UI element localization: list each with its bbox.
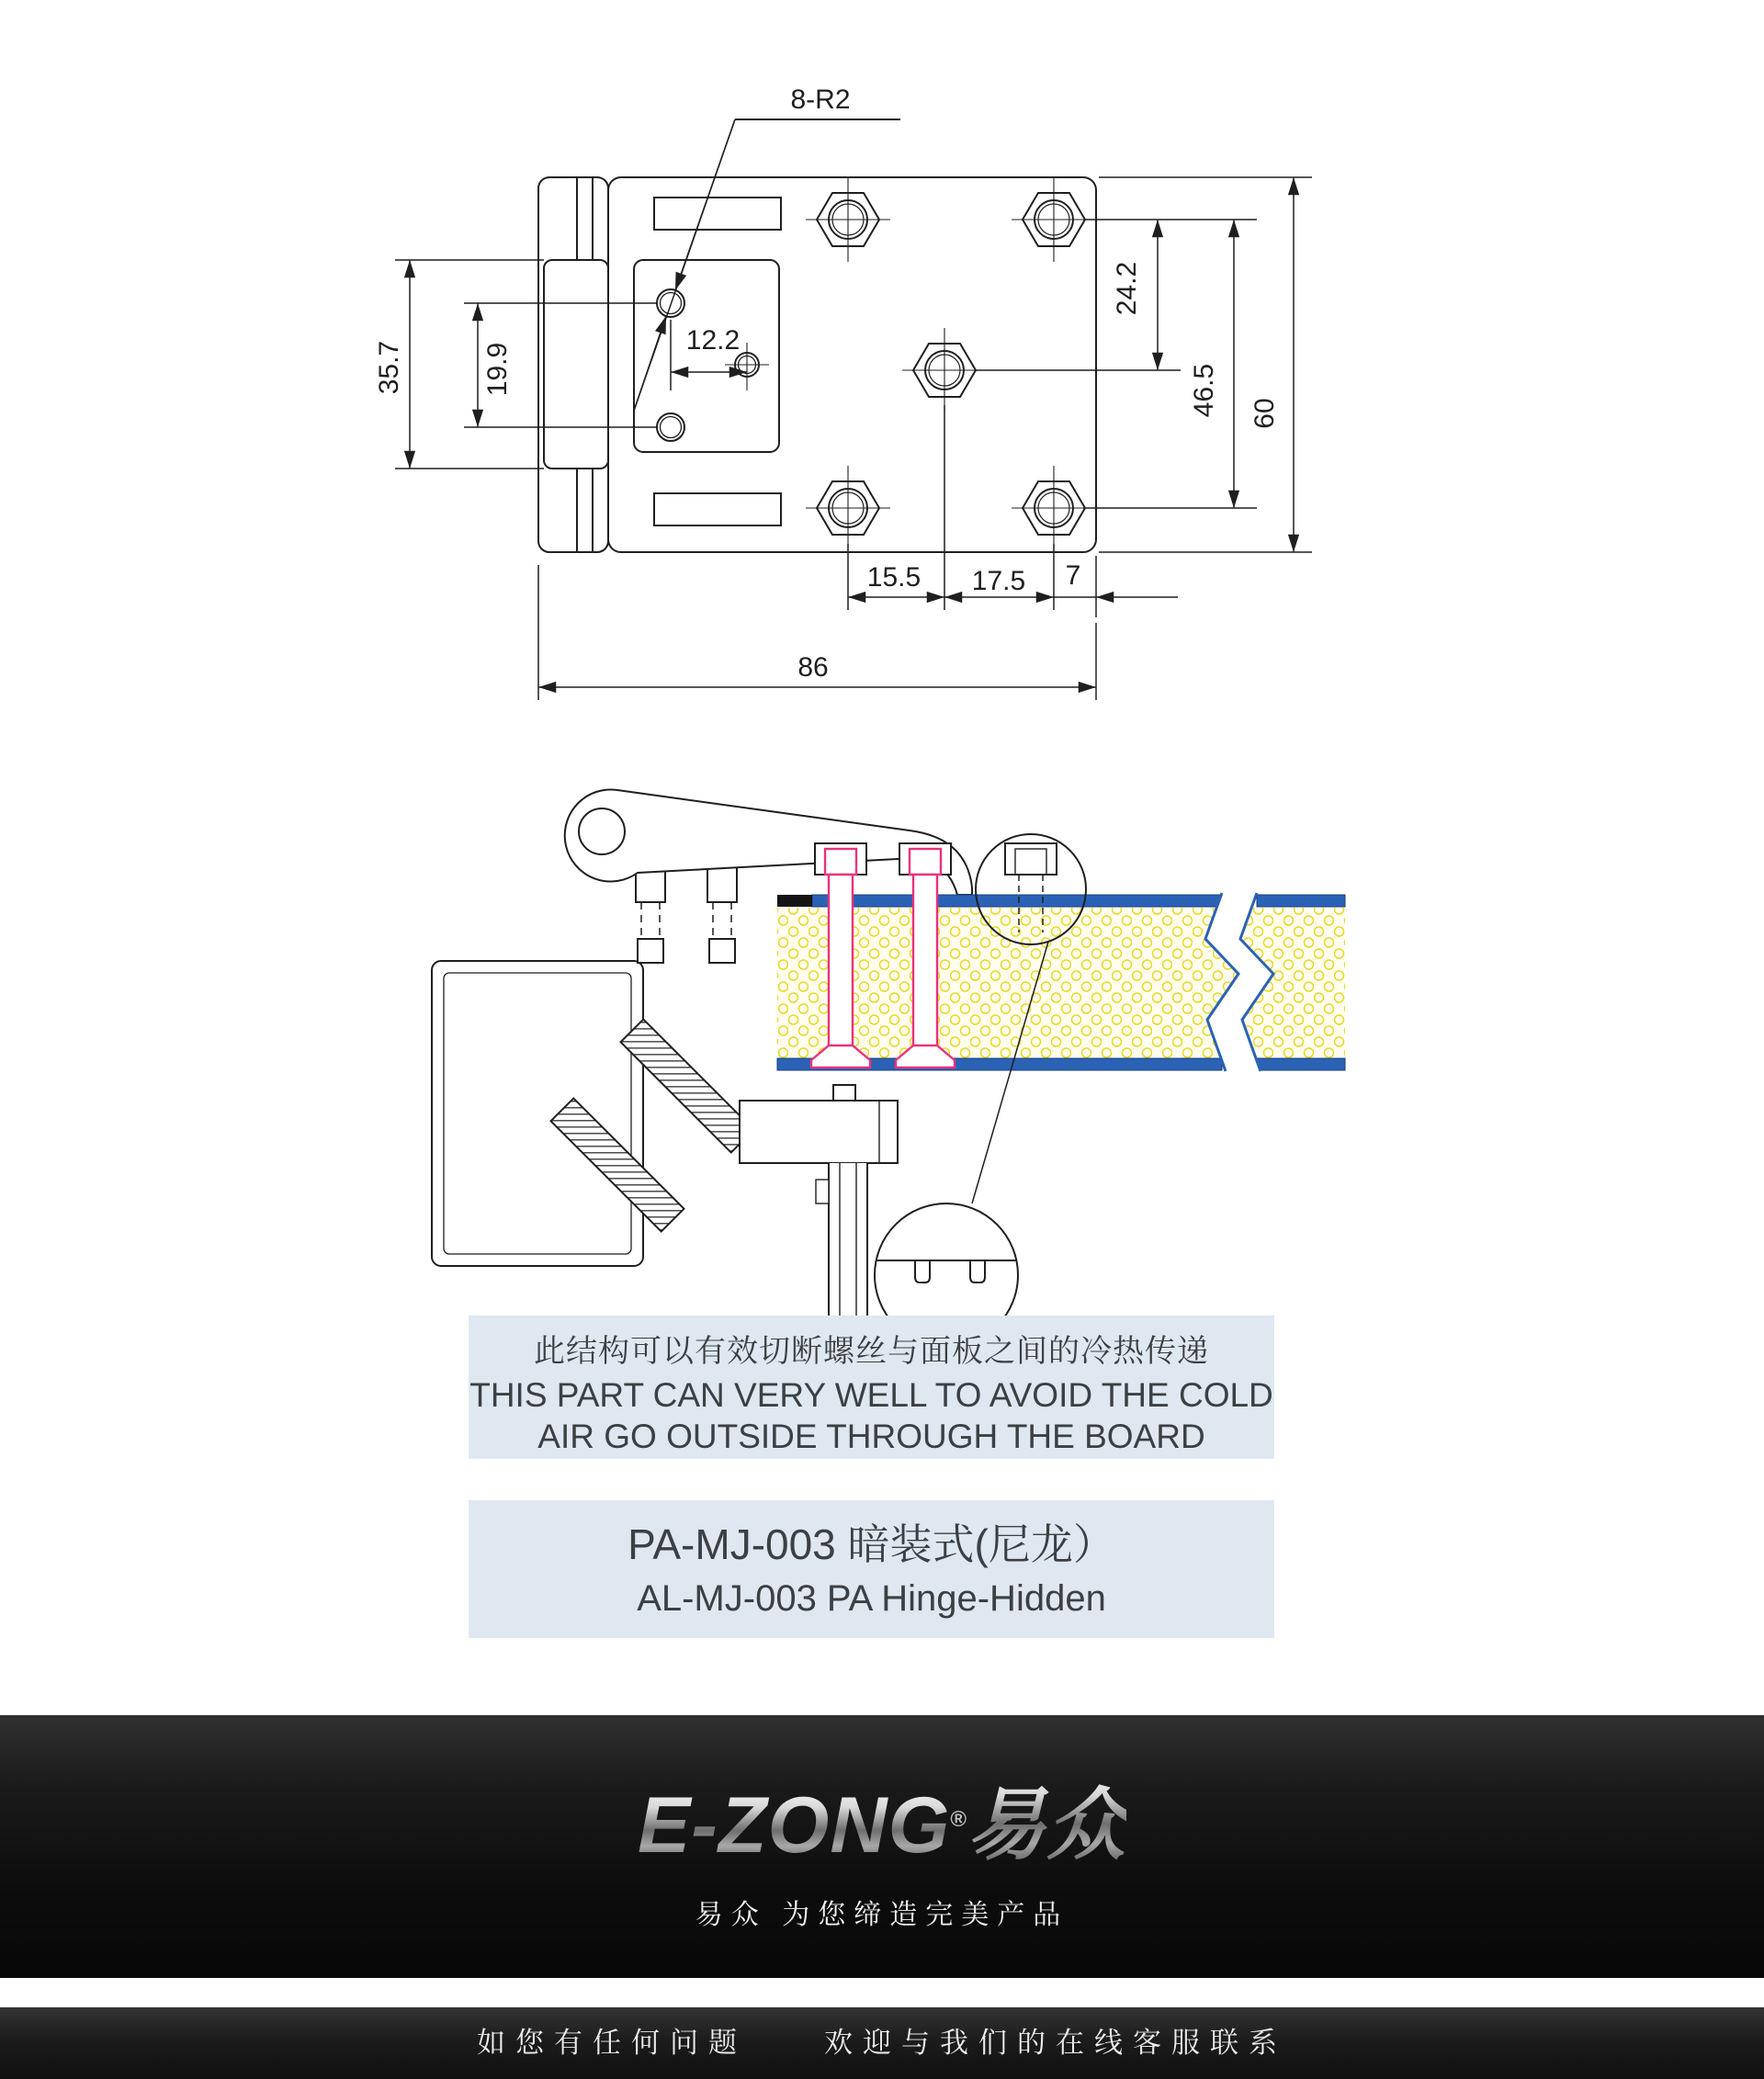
gasket-strip [777, 895, 812, 907]
panel-skin-top [1257, 895, 1345, 907]
frame-profile-outer [432, 961, 643, 1266]
dim-17-5: 17.5 [971, 566, 1026, 596]
note-text-en-2: AIR GO OUTSIDE THROUGH THE BOARD [537, 1418, 1205, 1455]
dim-callout: 8-R2 [790, 85, 851, 115]
hinge-arm [565, 789, 972, 895]
registered-mark-icon: ® [950, 1807, 967, 1832]
brand-logo-cn: 易众 [967, 1761, 1126, 1875]
note-text-zh: 此结构可以有效切断螺丝与面板之间的冷热传递 [534, 1334, 1209, 1369]
dim-35-7: 35.7 [374, 340, 404, 395]
footer [0, 1715, 1764, 1978]
dim-19-9: 19.9 [482, 342, 513, 397]
dim-46-5: 46.5 [1189, 363, 1219, 418]
product-title-en: AL-MJ-003 PA Hinge-Hidden [637, 1578, 1106, 1619]
panel-skin-top [812, 895, 1222, 907]
product-title-zh: PA-MJ-003 暗装式(尼龙） [628, 1520, 1115, 1568]
product-title-box [469, 1500, 1274, 1638]
dim-7: 7 [1065, 560, 1081, 591]
dim-12-2: 12.2 [685, 325, 741, 356]
leaf-front-plate [544, 260, 608, 469]
dim-15-5: 15.5 [866, 562, 922, 593]
clamp-screw [707, 867, 737, 963]
pivot-hole [579, 808, 625, 854]
note-box [469, 1316, 1274, 1459]
brand-logo-en: E-ZONG [637, 1781, 951, 1870]
sandwich-panel [777, 893, 1345, 1071]
sash-profile-block [740, 1085, 898, 1163]
panel-skin-bottom [1257, 1058, 1345, 1070]
brand-tagline: 易众 为您缔造完美产品 [695, 1900, 1069, 1930]
hinge-top-view [538, 177, 1096, 552]
service-bar: 如您有任何问题 欢迎与我们的在线客服联系 [0, 2007, 1764, 2079]
frame-plate [608, 177, 1096, 552]
dim-60: 60 [1250, 398, 1280, 429]
dim-24-2: 24.2 [1112, 261, 1142, 316]
hinge-cross-section [432, 789, 1345, 1389]
clamp-screw [636, 867, 665, 963]
note-text-en-1: THIS PART CAN VERY WELL TO AVOID THE COLD [469, 1376, 1273, 1414]
brand-logo [0, 1761, 1764, 1875]
dim-86: 86 [797, 652, 829, 683]
